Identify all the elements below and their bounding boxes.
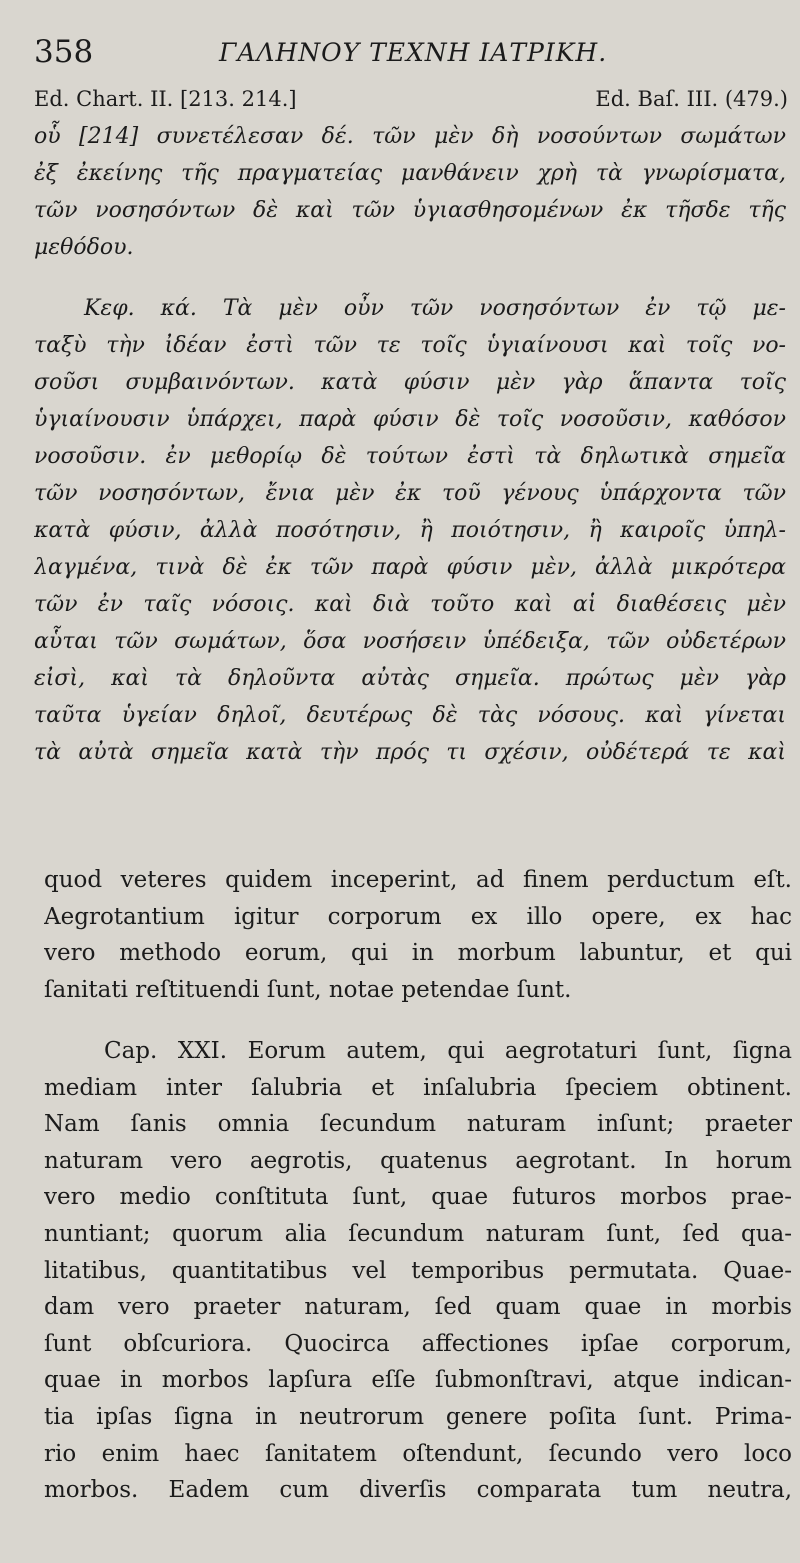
latin-line: rio enim haec ſanitatem oſtendunt, ſecundo vero loco — [44, 1440, 792, 1467]
edition-basel-reference: Ed. Baſ. III. (479.) — [595, 87, 788, 111]
greek-line: λαγμένα, τινὰ δὲ ἐκ τῶν παρὰ φύσιν μὲν, ἀλλὰ μικρότερα — [34, 555, 786, 580]
latin-line: quae in morbos lapſura eſſe ſubmonſtravi, atque indican- — [44, 1367, 792, 1394]
latin-line: vero methodo eorum, qui in morbum labuntur, et qui — [44, 940, 792, 967]
greek-line: αὗται τῶν σωμάτων, ὅσα νοσήσειν ὑπέδειξα, τῶν οὐδετέρων — [34, 629, 786, 654]
latin-line: quod veteres quidem inceperint, ad finem perductum eſt. — [44, 867, 792, 893]
greek-line: εἰσὶ, καὶ τὰ δηλοῦντα αὐτὰς σημεῖα. πρώτως μὲν γὰρ — [34, 666, 786, 691]
greek-line: νοσοῦσιν. ἐν μεθορίῳ δὲ τούτων ἐστὶ τὰ δηλωτικὰ σημεῖα — [34, 444, 786, 469]
latin-line: ſanitati reſtituendi ſunt, notae petendae ſunt. — [44, 976, 572, 1003]
latin-line: dam vero praeter naturam, ſed quam quae in morbis — [44, 1294, 792, 1321]
latin-line: litatibus, quantitatibus vel temporibus permutata. Quae- — [44, 1257, 792, 1284]
running-title: ΓΑΛΗΝΟΥ ΤΕΧΝΗ ΙΑΤΡΙΚΗ. — [219, 38, 608, 67]
greek-line: κατὰ φύσιν, ἀλλὰ ποσότησιν, ἢ ποιότησιν, ἢ καιροῖς ὑπηλ- — [34, 518, 786, 543]
greek-line: τὰ αὐτὰ σημεῖα κατὰ τὴν πρός τι σχέσιν, οὐδέτερά τε καὶ — [34, 740, 786, 765]
latin-paragraph-2 — [44, 1033, 792, 1509]
greek-line: τῶν ἐν ταῖς νόσοις. καὶ διὰ τοῦτο καὶ αἱ διαθέσεις μὲν — [34, 592, 786, 617]
greek-line: σοῦσι συμβαινόντων. κατὰ φύσιν μὲν γὰρ ἅπαντα τοῖς — [34, 370, 786, 395]
latin-line: ſunt obſcuriora. Quocirca affectiones ipſae corporum, — [44, 1330, 792, 1357]
latin-line: Aegrotantium igitur corporum ex illo opere, ex hac — [44, 903, 792, 930]
latin-line: nuntiant; quorum alia ſecundum naturam ſunt, ſed qua- — [44, 1220, 792, 1247]
latin-line: mediam inter ſalubria et inſalubria ſpeciem obtinent. — [44, 1074, 792, 1101]
greek-paragraph-2 — [34, 290, 786, 771]
greek-line: ταῦτα ὑγείαν δηλοῖ, δευτέρως δὲ τὰς νόσους. καὶ γίνεται — [34, 703, 786, 728]
latin-line: tia ipſas ſigna in neutrorum genere poſita ſunt. Prima- — [44, 1403, 792, 1430]
latin-paragraph-1 — [44, 862, 792, 1008]
greek-paragraph-1 — [34, 118, 786, 266]
latin-line: vero medio conſtituta ſunt, quae futuros morbos prae- — [44, 1184, 792, 1211]
latin-chapter-heading-line: Cap. XXI. Eorum autem, qui aegrotaturi ſunt, ſigna — [104, 1038, 792, 1064]
greek-line: μεθόδου. — [34, 235, 134, 260]
edition-references — [34, 87, 788, 115]
greek-line: ὑγιαίνουσιν ὑπάρχει, παρὰ φύσιν δὲ τοῖς νοσοῦσιν, καθόσον — [34, 407, 786, 432]
latin-line: Nam ſanis omnia ſecundum naturam inſunt; praeter — [44, 1111, 792, 1138]
greek-line: τῶν νοσησόντων δὲ καὶ τῶν ὑγιασθησομένων ἐκ τῆσδε τῆς — [34, 198, 786, 223]
greek-line: ἐξ ἐκείνης τῆς πραγματείας μανθάνειν χρὴ τὰ γνωρίσματα, — [34, 161, 786, 186]
edition-chartier-reference: Ed. Chart. II. [213. 214.] — [34, 87, 297, 111]
latin-line: naturam vero aegrotis, quatenus aegrotant. In horum — [44, 1147, 792, 1174]
latin-line: morbos. Eadem cum diverſis comparata tum neutra, — [44, 1477, 792, 1504]
greek-chapter-heading-line: Κεφ. κά. Τὰ μὲν οὖν τῶν νοσησόντων ἐν τῷ με- — [84, 296, 786, 321]
page-number: 358 — [34, 34, 94, 70]
greek-line: ταξὺ τὴν ἰδέαν ἐστὶ τῶν τε τοῖς ὑγιαίνουσι καὶ τοῖς νο- — [34, 333, 786, 358]
greek-line: οὗ [214] συνετέλεσαν δέ. τῶν μὲν δὴ νοσούντων σωμάτων — [34, 124, 786, 149]
running-head — [34, 34, 790, 74]
greek-line: τῶν νοσησόντων, ἔνια μὲν ἐκ τοῦ γένους ὑπάρχοντα τῶν — [34, 481, 786, 506]
